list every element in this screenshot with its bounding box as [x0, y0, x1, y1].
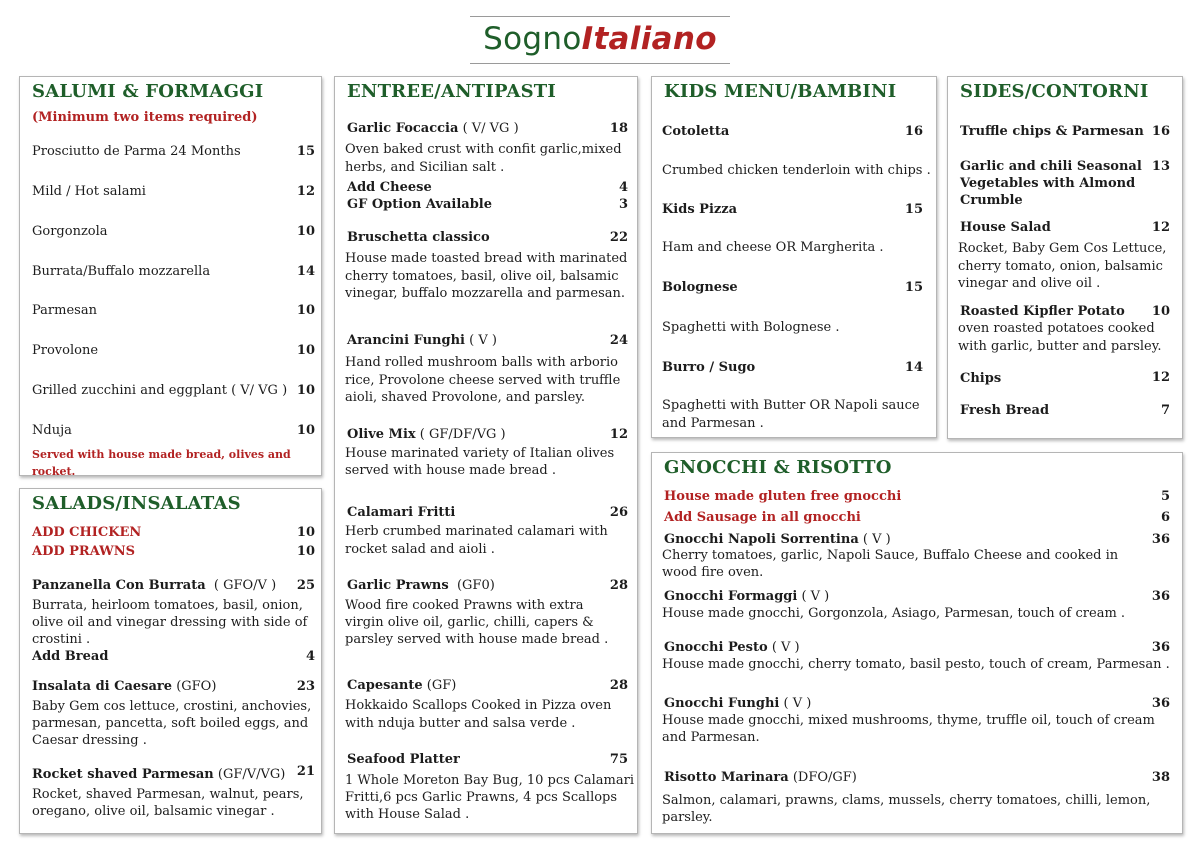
menu-item-tag: ( V )	[801, 589, 830, 604]
menu-item-desc: Wood fire cooked Prawns with extra	[345, 598, 584, 613]
menu-item-desc: crostini .	[32, 632, 91, 647]
add-chicken: ADD CHICKEN	[32, 525, 142, 540]
panel-entree	[334, 76, 638, 834]
section-title-entree: ENTREE/ANTIPASTI	[347, 81, 556, 102]
section-title-gnocchi: GNOCCHI & RISOTTO	[664, 457, 892, 478]
menu-item-tag: ( V )	[783, 696, 812, 711]
menu-item-title	[664, 695, 811, 712]
menu-item-name: Capesante	[347, 678, 423, 693]
logo-part-italiano: Italiano	[581, 21, 717, 57]
menu-item-name: Truffle chips & Parmesan	[960, 124, 1144, 139]
menu-item-title	[347, 426, 506, 443]
gnocchi-extra-price: 6	[1160, 510, 1170, 525]
logo-part-sogno: Sogno	[483, 21, 582, 57]
salumi-footer-note: Served with house made bread, olives and rocket.	[32, 448, 291, 478]
menu-item-name: Roasted Kipfler Potato	[960, 304, 1125, 319]
menu-item-name: Prosciutto de Parma 24 Months	[32, 144, 241, 159]
menu-item-title	[664, 639, 800, 656]
menu-item-price: 16	[1151, 124, 1170, 139]
menu-item-desc: Rocket, shaved Parmesan, walnut, pears,	[32, 787, 304, 802]
menu-item-desc: parmesan, pancetta, soft boiled eggs, and	[32, 716, 309, 731]
menu-item-desc: and Parmesan .	[662, 416, 764, 431]
menu-item-price: 36	[1151, 532, 1170, 547]
menu-item-tag: ( V )	[771, 640, 800, 655]
menu-item-name: Cotoletta	[662, 124, 730, 139]
menu-item-price: 12	[609, 427, 628, 442]
menu-item-name: Gnocchi Pesto	[664, 640, 768, 655]
menu-item-desc: with garlic, butter and parsley.	[958, 339, 1162, 354]
menu-item-desc: Ham and cheese OR Margherita .	[662, 240, 884, 255]
menu-item-price: 36	[1151, 696, 1170, 711]
menu-item-name: Olive Mix	[347, 427, 416, 442]
add-cheese-price: 4	[618, 180, 628, 195]
add-cheese: Add Cheese	[347, 180, 432, 195]
menu-item-desc: Oven baked crust with confit garlic,mixed	[345, 142, 622, 157]
add-prawns: ADD PRAWNS	[32, 544, 136, 559]
menu-item-name: Kids Pizza	[662, 202, 738, 217]
menu-item-title	[347, 677, 456, 694]
menu-item-desc: virgin olive oil, garlic, chilli, capers &	[345, 615, 594, 630]
menu-item-name: Garlic and chili Seasonal	[960, 159, 1142, 174]
panel-salads	[19, 488, 322, 834]
menu-item-price: 22	[609, 230, 628, 245]
menu-item-price: 28	[609, 678, 628, 693]
menu-item-price: 12	[1151, 220, 1170, 235]
menu-item-desc: Hand rolled mushroom balls with arborio	[345, 355, 619, 370]
menu-item-name: Nduja	[32, 423, 72, 438]
menu-item-price: 10	[1151, 304, 1170, 319]
menu-item-title	[32, 678, 216, 695]
menu-item-title	[347, 577, 495, 594]
menu-item-desc: Burrata, heirloom tomatoes, basil, onion,	[32, 598, 303, 613]
menu-item-price: 16	[904, 124, 923, 139]
menu-item-desc: Spaghetti with Butter OR Napoli sauce	[662, 398, 920, 413]
menu-item-desc: aioli, shaved Provolone, and parsley.	[345, 390, 586, 405]
menu-item-name: Fresh Bread	[960, 403, 1050, 418]
menu-item-desc: wood fire oven.	[662, 565, 764, 580]
menu-item-title	[664, 769, 857, 786]
menu-item-name: Burro / Sugo	[662, 360, 756, 375]
menu-item-price: 10	[296, 383, 315, 398]
menu-item-desc: parsley served with house made bread .	[345, 632, 609, 647]
menu-item-price: 28	[609, 578, 628, 593]
menu-item-title	[32, 577, 276, 594]
add-bread-price: 4	[305, 649, 315, 664]
menu-item-tag: ( V/ VG )	[462, 121, 519, 136]
menu-item-name: Bolognese	[662, 280, 738, 295]
menu-item-tag: (GFO)	[176, 679, 217, 694]
menu-item-name: Gnocchi Formaggi	[664, 589, 798, 604]
menu-item-price: 10	[296, 423, 315, 438]
menu-item-price: 10	[296, 224, 315, 239]
menu-item-desc: House made gnocchi, Gorgonzola, Asiago, Parmesan, touch of cream .	[662, 606, 1126, 621]
menu-item-price: 15	[904, 202, 923, 217]
menu-item-desc: cherry tomatoes, basil, olive oil, balsamic	[345, 269, 619, 284]
menu-item-desc: Salmon, calamari, prawns, clams, mussels, cherry tomatoes, chilli, lemon,	[662, 793, 1151, 808]
menu-item-desc: served with house made bread .	[345, 463, 556, 478]
menu-item-price: 18	[609, 121, 628, 136]
salumi-note: (Minimum two items required)	[32, 110, 258, 125]
menu-item-name: Arancini Funghi	[347, 333, 465, 348]
menu-item-desc: oven roasted potatoes cooked	[958, 321, 1155, 336]
menu-item-tag: ( V )	[862, 532, 891, 547]
panel-kids	[651, 76, 937, 438]
menu-item-name: Rocket shaved Parmesan	[32, 767, 214, 782]
gf-option-price: 3	[618, 197, 628, 212]
menu-item-name: Seafood Platter	[347, 752, 460, 767]
menu-item-name: Mild / Hot salami	[32, 184, 146, 199]
menu-item-price: 15	[904, 280, 923, 295]
menu-item-name: House Salad	[960, 220, 1051, 235]
menu-item-desc: vinegar and olive oil .	[958, 276, 1101, 291]
section-title-salumi: SALUMI & FORMAGGI	[32, 81, 264, 102]
menu-item-price: 7	[1160, 403, 1170, 418]
menu-item-desc: House made toasted bread with marinated	[345, 251, 628, 266]
menu-item-desc: 1 Whole Moreton Bay Bug, 10 pcs Calamari	[345, 773, 634, 788]
gnocchi-extra-price: 5	[1160, 489, 1170, 504]
menu-item-price: 14	[904, 360, 923, 375]
menu-item-desc: House made gnocchi, cherry tomato, basil pesto, touch of cream, Parmesan .	[662, 657, 1170, 672]
menu-item-desc: Fritti,6 pcs Garlic Prawns, 4 pcs Scallops	[345, 790, 618, 805]
menu-item-price: 12	[1151, 370, 1170, 385]
menu-item-name: Chips	[960, 371, 1002, 386]
menu-item-desc: Baby Gem cos lettuce, crostini, anchovies,	[32, 699, 312, 714]
menu-item-name: Burrata/Buffalo mozzarella	[32, 264, 211, 279]
gnocchi-extra-sausage: Add Sausage in all gnocchi	[664, 510, 861, 525]
menu-item-price: 24	[609, 333, 628, 348]
menu-item-desc: parsley.	[662, 810, 713, 825]
menu-item-desc: with nduja butter and salsa verde .	[345, 716, 576, 731]
menu-item-name: Gnocchi Funghi	[664, 696, 780, 711]
menu-item-desc: Cherry tomatoes, garlic, Napoli Sauce, Buffalo Cheese and cooked in	[662, 548, 1119, 563]
menu-item-desc: herbs, and Sicilian salt .	[345, 160, 505, 175]
menu-item-price: 10	[296, 303, 315, 318]
menu-item-desc: with House Salad .	[345, 807, 470, 822]
menu-item-price: 36	[1151, 589, 1170, 604]
menu-item-price: 36	[1151, 640, 1170, 655]
menu-item-desc: Rocket, Baby Gem Cos Lettuce,	[958, 241, 1167, 256]
menu-item-tag: (DFO/GF)	[792, 770, 857, 785]
menu-item-desc: Hokkaido Scallops Cooked in Pizza oven	[345, 698, 612, 713]
menu-item-tag: (GF)	[426, 678, 457, 693]
menu-item-desc: oregano, olive oil, balsamic vinegar .	[32, 804, 275, 819]
menu-item-desc: Crumbed chicken tenderloin with chips .	[662, 163, 931, 178]
menu-item-price: 15	[296, 144, 315, 159]
menu-item-name: Calamari Fritti	[347, 505, 456, 520]
menu-item-name: Garlic Focaccia	[347, 121, 459, 136]
menu-item-tag: ( GFO/V )	[213, 578, 277, 593]
menu-item-desc: rice, Provolone cheese served with truffle	[345, 373, 621, 388]
section-title-sides: SIDES/CONTORNI	[960, 81, 1149, 102]
menu-item-price: 12	[296, 184, 315, 199]
menu-item-price: 75	[609, 752, 628, 767]
menu-item-title	[32, 766, 285, 783]
menu-item-tag: (GF/V/VG)	[217, 767, 286, 782]
panel-gnocchi	[651, 452, 1183, 834]
menu-item-price: 23	[296, 679, 315, 694]
add-bread: Add Bread	[32, 649, 109, 664]
menu-item-name: Panzanella Con Burrata	[32, 578, 206, 593]
menu-item-price: 14	[296, 264, 315, 279]
menu-item-name: Vegetables with Almond	[960, 176, 1136, 191]
menu-item-title	[347, 332, 497, 349]
menu-item-price: 21	[296, 764, 315, 779]
menu-item-desc: Herb crumbed marinated calamari with	[345, 524, 608, 539]
menu-item-name: Gnocchi Napoli Sorrentina	[664, 532, 859, 547]
menu-item-price: 38	[1151, 770, 1170, 785]
menu-item-price: 25	[296, 578, 315, 593]
menu-item-desc: olive oil and vinegar dressing with side of	[32, 615, 308, 630]
menu-item-price: 10	[296, 343, 315, 358]
menu-item-desc: House marinated variety of Italian olives	[345, 446, 615, 461]
section-title-salads: SALADS/INSALATAS	[32, 493, 241, 514]
menu-item-name: Provolone	[32, 343, 99, 358]
menu-item-name: Gorgonzola	[32, 224, 108, 239]
menu-item-desc: rocket salad and aioli .	[345, 542, 495, 557]
menu-item-name: Bruschetta classico	[347, 230, 490, 245]
menu-item-name: Parmesan	[32, 303, 97, 318]
menu-item-name: Grilled zucchini and eggplant ( V/ VG )	[32, 383, 288, 398]
section-title-kids: KIDS MENU/BAMBINI	[664, 81, 897, 102]
menu-item-name: Garlic Prawns	[347, 578, 449, 593]
gnocchi-extra-gluten-free: House made gluten free gnocchi	[664, 489, 902, 504]
menu-item-tag: ( GF/DF/VG )	[419, 427, 506, 442]
panel-sides	[947, 76, 1183, 439]
add-chicken-price: 10	[296, 525, 315, 540]
menu-item-desc: cherry tomato, onion, balsamic	[958, 259, 1163, 274]
menu-item-desc: House made gnocchi, mixed mushrooms, thyme, truffle oil, touch of cream	[662, 713, 1155, 728]
menu-item-title	[347, 120, 519, 137]
menu-item-name: Crumble	[960, 193, 1023, 208]
menu-item-desc: Spaghetti with Bolognese .	[662, 320, 840, 335]
menu-item-name: Insalata di Caesare	[32, 679, 173, 694]
menu-item-title	[664, 588, 829, 605]
menu-item-name: Risotto Marinara	[664, 770, 789, 785]
menu-item-desc: vinegar, buffalo mozzarella and parmesan.	[345, 286, 626, 301]
gf-option: GF Option Available	[347, 197, 492, 212]
menu-item-price: 26	[609, 505, 628, 520]
menu-item-tag: ( V )	[469, 333, 497, 348]
panel-salumi	[19, 76, 322, 476]
menu-item-title	[664, 531, 891, 548]
menu-item-desc: Caesar dressing .	[32, 733, 147, 748]
menu-item-desc: and Parmesan.	[662, 730, 760, 745]
menu-item-tag: (GF0)	[456, 578, 495, 593]
add-prawns-price: 10	[296, 544, 315, 559]
menu-item-price: 13	[1151, 159, 1170, 174]
restaurant-logo	[470, 16, 730, 64]
